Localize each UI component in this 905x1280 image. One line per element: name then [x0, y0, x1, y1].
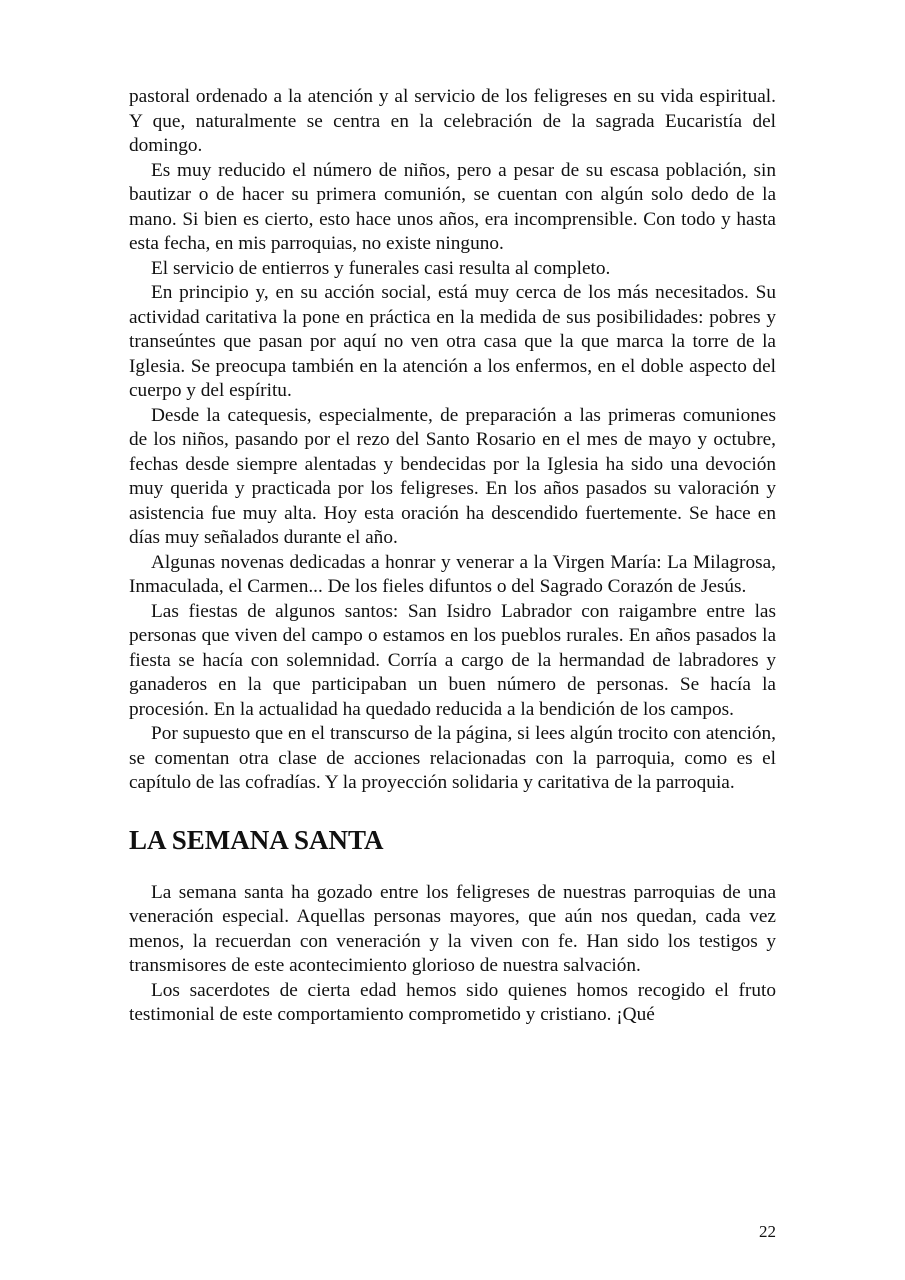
paragraph: Es muy reducido el número de niños, pero a pesar de su escasa población, sin bautizar o de hacer su primera comunión, se cuentan con algún solo dedo de la mano. Si bien es cierto, esto hace unos años, era incomprensible. Con todo y hasta esta fecha, en mis parroquias, no existe ninguno. — [129, 159, 776, 254]
paragraph: Los sacerdotes de cierta edad hemos sido quienes homos recogido el fruto testimonial de este comportamiento comprometido y cristiano. ¡Qué — [129, 979, 776, 1025]
section-heading: LA SEMANA SANTA — [129, 824, 384, 855]
paragraph: La semana santa ha gozado entre los feligreses de nuestras parroquias de una veneración especial. Aquellas personas mayores, que aún nos quedan, cada vez menos, la recuerdan con veneración y la viven con fe. Han sido los testigos y transmisores de este acontecimiento glorioso de nuestra salvación. — [129, 881, 776, 976]
page-body — [129, 85, 776, 1028]
paragraph: Algunas novenas dedicadas a honrar y venerar a la Virgen María: La Milagrosa, Inmaculada, el Carmen... De los fieles difuntos o del Sagrado Corazón de Jesús. — [129, 551, 776, 597]
paragraph: Por supuesto que en el transcurso de la página, si lees algún trocito con atención, se comentan otra clase de acciones relacionadas con la parroquia, como es el capítulo de las cofradías. Y la proyección solidaria y caritativa de la parroquia. — [129, 723, 776, 793]
paragraph: En principio y, en su acción social, está muy cerca de los más necesitados. Su actividad caritativa la pone en práctica en la medida de sus posibilidades: pobres y transeúntes que pasan por aquí no ven otra casa que la que marca la torre de la Iglesia. Se preocupa también en la atención a los enfermos, en el doble aspecto del cuerpo y del espíritu. — [129, 282, 776, 401]
paragraph: El servicio de entierros y funerales casi resulta al completo. — [151, 257, 611, 279]
paragraph: Las fiestas de algunos santos: San Isidro Labrador con raigambre entre las personas que viven del campo o estamos en los pueblos rurales. En años pasados la fiesta se hacía con solemnidad. Corría a cargo de la hermandad de labradores y ganaderos en la que participaban un buen número de personas. Se hacía la procesión. En la actualidad ha quedado reducida a la bendición de los campos. — [129, 600, 776, 720]
paragraph: Desde la catequesis, especialmente, de preparación a las primeras comuniones de los niños, pasando por el rezo del Santo Rosario en el mes de mayo y octubre, fechas desde siempre alentadas y bendecidas por la Iglesia ha sido una devoción muy querida y practicada por los feligreses. En los años pasados su valoración y asistencia fue muy alta. Hoy esta oración ha descendido fuertemente. Se hace en días muy señalados durante el año. — [129, 404, 776, 548]
paragraph: pastoral ordenado a la atención y al servicio de los feligreses en su vida espiritual. Y que, naturalmente se centra en la celebración de la sagrada Eucaristía del domingo. — [129, 86, 776, 156]
page-number: 22 — [759, 1222, 776, 1241]
